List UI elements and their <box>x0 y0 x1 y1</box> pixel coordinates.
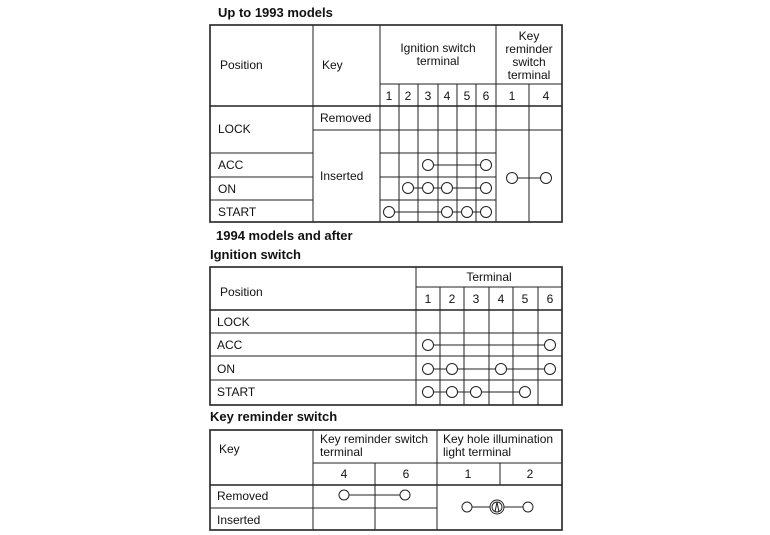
header-illumination: Key hole illumination <box>443 432 554 446</box>
header-position: Position <box>220 285 263 299</box>
table-1994-ignition <box>210 267 562 405</box>
ign-terminal-1: 1 <box>385 89 393 103</box>
row-acc: ACC <box>218 158 244 172</box>
continuity-point <box>520 387 531 398</box>
header-reminder: Key reminder switch <box>320 432 429 446</box>
continuity-point <box>481 183 492 194</box>
terminal-4: 4 <box>340 467 348 481</box>
ign-terminal-3: 3 <box>424 89 432 103</box>
continuity-point <box>403 183 414 194</box>
continuity-point <box>481 207 492 218</box>
continuity-point <box>423 387 434 398</box>
terminal-6: 6 <box>402 467 410 481</box>
key-inserted: Inserted <box>217 513 261 527</box>
row-lock: LOCK <box>218 122 251 136</box>
illum-terminal-2: 2 <box>526 467 534 481</box>
header-illumination-2: light terminal <box>443 445 512 459</box>
header-ignition: Ignition switch <box>400 41 476 55</box>
section3-title: Key reminder switch <box>210 409 338 424</box>
row-start: START <box>218 205 257 219</box>
continuity-point <box>462 207 473 218</box>
header-terminal: Terminal <box>466 270 512 284</box>
header-reminder: Key <box>518 29 540 43</box>
continuity-point <box>545 340 556 351</box>
reminder-terminal-1: 1 <box>508 89 516 103</box>
ign-terminal-5: 5 <box>463 89 471 103</box>
table-key-reminder <box>210 430 562 530</box>
continuity-point <box>442 183 453 194</box>
ign-terminal-4: 4 <box>443 89 451 103</box>
header-reminder-2: reminder <box>505 42 553 56</box>
terminal-2: 2 <box>448 292 456 306</box>
continuity-point <box>496 364 507 375</box>
continuity-point <box>384 207 395 218</box>
continuity-point <box>481 160 492 171</box>
continuity-on <box>403 183 492 194</box>
row-acc: ACC <box>217 338 243 352</box>
continuity-point <box>545 364 556 375</box>
section2-title: 1994 models and after <box>216 228 353 243</box>
terminal-4: 4 <box>497 292 505 306</box>
section1-title: Up to 1993 models <box>218 5 333 20</box>
row-start: START <box>217 385 256 399</box>
continuity-point <box>423 160 434 171</box>
continuity-point <box>447 387 458 398</box>
ign-terminal-2: 2 <box>404 89 412 103</box>
header-reminder-3: switch <box>512 55 546 69</box>
terminal-3: 3 <box>472 292 480 306</box>
key-removed: Removed <box>217 489 269 503</box>
row-on: ON <box>218 182 236 196</box>
continuity-point <box>423 183 434 194</box>
continuity-point <box>423 364 434 375</box>
row-lock: LOCK <box>217 315 250 329</box>
header-position: Position <box>220 58 263 72</box>
continuity-point <box>442 207 453 218</box>
section2-subtitle: Ignition switch <box>210 247 301 262</box>
continuity-point <box>471 387 482 398</box>
table-1993 <box>210 25 562 222</box>
terminal-1: 1 <box>424 292 432 306</box>
key-removed: Removed <box>320 111 372 125</box>
row-on: ON <box>217 362 235 376</box>
reminder-terminal-4: 4 <box>542 89 550 103</box>
continuity-point <box>423 340 434 351</box>
header-key: Key <box>219 442 240 456</box>
continuity-point <box>447 364 458 375</box>
header-key: Key <box>322 58 343 72</box>
ign-terminal-6: 6 <box>482 89 490 103</box>
header-ignition-2: terminal <box>416 54 460 68</box>
terminal-5: 5 <box>521 292 529 306</box>
illumination-bulb-circuit <box>462 500 533 514</box>
terminal-6: 6 <box>546 292 554 306</box>
header-reminder-4: terminal <box>507 68 551 82</box>
key-inserted: Inserted <box>320 169 364 183</box>
continuity-start <box>423 387 531 398</box>
illum-terminal-1: 1 <box>464 467 472 481</box>
header-reminder-2: terminal <box>320 445 363 459</box>
